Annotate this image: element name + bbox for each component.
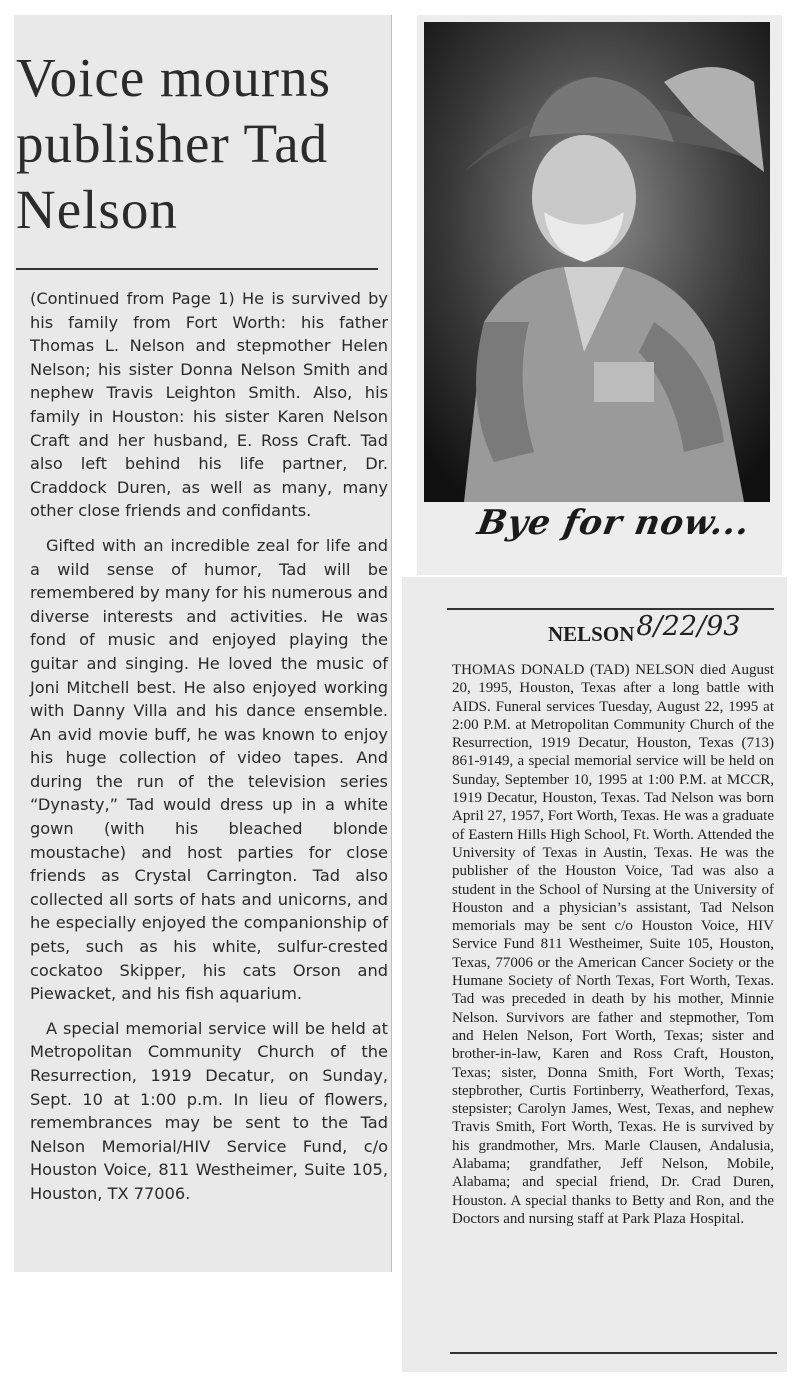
article-paragraph: (Continued from Page 1) He is survived by his family from Fort Worth: his father Thomas L. Nelson and stepmother Helen Nelson; his sister Donna Nelson Smith and nephew Travis Leighton Smith. Also, his family in Houston: his sister Karen Nelson Craft and her husband, E. Ross Craft. Tad also left behind his life partner, Dr. Craddock Duren, as well as many, many other close friends and confidants.: [30, 289, 388, 521]
article-body: [30, 287, 388, 1217]
article-headline: Voice mourns publisher Tad Nelson: [16, 47, 331, 240]
obituary-name: NELSON: [548, 622, 635, 646]
portrait-photo: [424, 22, 770, 502]
photo-caption: Bye for now...: [474, 503, 754, 543]
article-paragraph: Gifted with an incredible zeal for life and a wild sense of humor, Tad will be remembered by many for his numerous and diverse interests and activities. He was fond of music and enjoyed playing the guitar and singing. He loved the music of Joni Mitchell best. He also enjoyed working with Danny Villa and his dance ensemble. An avid movie buff, he was known to enjoy his huge collection of video tapes. And during the run of the television series “Dynasty,” Tad would dress up in a white gown (with his bleached blonde moustache) and host parties for close friends as Crystal Carrington. Tad also collected all sorts of hats and unicorns, and he especially enjoyed the companionship of pets, such as his white, sulfur-crested cockatoo Skipper, his cats Orson and Piewacket, and his fish aquarium.: [30, 535, 388, 1004]
obituary-body: THOMAS DONALD (TAD) NELSON died August 20, 1995, Houston, Texas after a long battle with AIDS. Funeral services Tuesday, August 22, 1995 at 2:00 P.M. at Metropolitan Community Church of the Resurrection, 1919 Decatur, Houston, Texas (713) 861-9149, a special memorial service will be held on Sunday, September 10, 1995 at 1:00 P.M. at MCCR, 1919 Decatur, Houston, Texas. Tad Nelson was born April 27, 1957, Fort Worth, Texas. He was a graduate of Eastern Hills High School, Ft. Worth. Attended the University of Texas in Austin, Texas. He was the publisher of the Houston Voice, Tad was also a student in the School of Nursing at the University of Houston and a physician’s assistant, Tad Nelson memorials may be sent c/o Houston Voice, HIV Service Fund 811 Westheimer, Suite 105, Houston, Texas, 77006 or the American Cancer Society or the Humane Society of North Texas, Fort Worth, Texas. Tad was preceded in death by his mother, Minnie Nelson. Survivors are father and stepmother, Tom and Helen Nelson, Fort Worth, Texas; sister and brother-in-law, Karen and Ross Craft, Houston, Texas; sister, Donna Smith, Fort Worth, Texas; stepbrother, Curtis Fortinberry, Weatherford, Texas, stepsister; Carolyn James, West, Texas, and nephew Travis Smith, Fort Worth, Texas. He is survived by his grandmother, Mrs. Marle Clausen, Andalusia, Alabama; grandfather, Jeff Nelson, Mobile, Alabama; and special friend, Dr. Crad Duren, Houston. A special thanks to Betty and Ron, and the Doctors and nursing staff at Park Plaza Hospital.: [452, 662, 774, 1227]
obituary-heading: [548, 611, 741, 657]
portrait-illustration: [424, 22, 770, 502]
obituary-top-rule: [447, 608, 774, 610]
obituary-bottom-rule: [450, 1352, 777, 1354]
article-paragraph: A special memorial service will be held at Metropolitan Community Church of the Resurrection, 1919 Decatur, on Sunday, Sept. 10 at 1:00 p.m. In lieu of flowers, remembrances may be sent to the Tad Nelson Memorial/HIV Service Fund, c/o Houston Voice, 811 Westheimer, Suite 105, Houston, TX 77006.: [30, 1018, 388, 1203]
handwritten-date: 8/22/93: [636, 611, 741, 642]
